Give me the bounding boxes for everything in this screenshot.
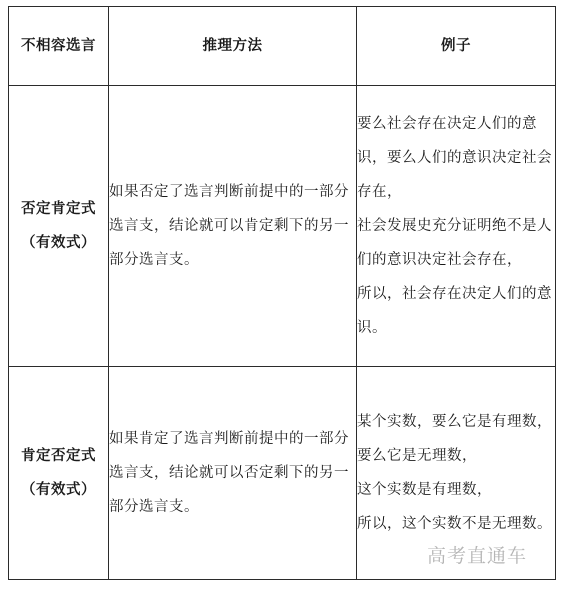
table-header-row — [9, 7, 556, 86]
example-line: 这个实数是有理数， — [357, 482, 492, 498]
table-row — [9, 86, 556, 367]
header-method: 推理方法 — [109, 7, 357, 86]
row-method: 如果肯定了选言判断前提中的一部分选言支，结论就可以否定剩下的另一部分选言支。 — [109, 367, 357, 580]
watermark: 高考直通车 — [427, 545, 528, 567]
header-example: 例子 — [357, 7, 556, 86]
row-method: 如果否定了选言判断前提中的一部分选言支，结论就可以肯定剩下的另一部分选言支。 — [109, 86, 357, 367]
example-line: 某个实数，要么它是有理数，要么它是无理数， — [357, 414, 552, 464]
example-line: 所以，社会存在决定人们的意识。 — [357, 286, 552, 336]
header-category: 不相容选言 — [9, 7, 109, 86]
row-type: 否定肯定式（有效式） — [9, 86, 109, 367]
example-line: 所以，这个实数不是无理数。 — [357, 516, 552, 532]
reasoning-table — [8, 6, 556, 580]
example-line: 要么社会存在决定人们的意识，要么人们的意识决定社会存在， — [357, 116, 552, 200]
example-line: 社会发展史充分证明绝不是人们的意识决定社会存在， — [357, 218, 552, 268]
row-type: 肯定否定式（有效式） — [9, 367, 109, 580]
row-example — [357, 86, 556, 367]
